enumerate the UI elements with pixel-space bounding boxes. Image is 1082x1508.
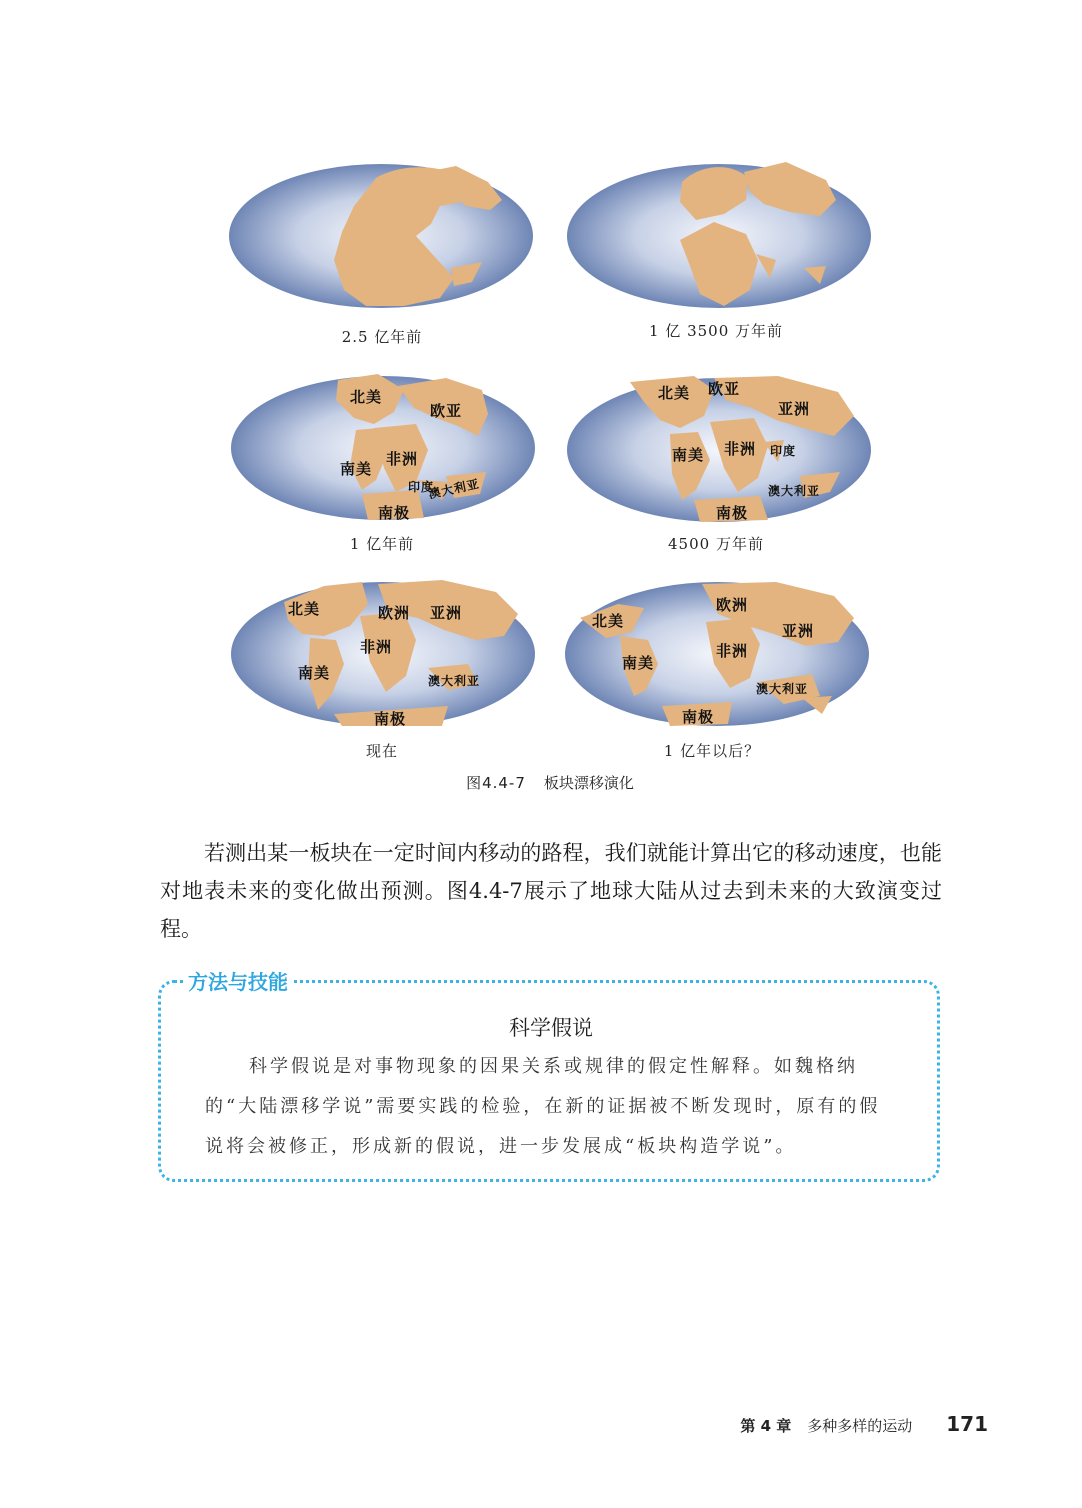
label-australia: 澳大利亚 bbox=[756, 682, 809, 696]
label-antarctica: 南极 bbox=[682, 708, 715, 726]
method-heading: 科学假说 bbox=[509, 1016, 593, 1040]
method-skills-tag: 方法与技能 bbox=[184, 966, 292, 995]
caption-panel-5: 现在 bbox=[365, 742, 398, 760]
map-135-million-years-ago bbox=[564, 158, 874, 308]
label-europe: 欧洲 bbox=[378, 604, 411, 622]
map-250-million-years-ago bbox=[226, 158, 536, 308]
caption-panel-1: 2.5 亿年前 bbox=[341, 328, 423, 346]
label-africa: 非洲 bbox=[716, 642, 749, 660]
label-eurasia: 欧亚 bbox=[708, 380, 741, 398]
figure-number: 图4.4-7 bbox=[466, 774, 526, 792]
label-europe: 欧洲 bbox=[716, 596, 749, 614]
label-south-america: 南美 bbox=[672, 446, 705, 464]
label-asia: 亚洲 bbox=[430, 604, 463, 622]
footer-chapter-title: 多种多样的运动 bbox=[807, 1417, 913, 1435]
label-antarctica: 南极 bbox=[374, 710, 407, 728]
label-africa: 非洲 bbox=[360, 638, 393, 656]
label-antarctica: 南极 bbox=[716, 504, 749, 522]
label-asia: 亚洲 bbox=[782, 622, 815, 640]
label-south-america: 南美 bbox=[298, 664, 331, 682]
label-asia: 亚洲 bbox=[778, 400, 811, 418]
figure-caption bbox=[0, 772, 1082, 793]
caption-panel-2: 1 亿 3500 万年前 bbox=[648, 322, 784, 340]
page-footer bbox=[740, 1412, 988, 1436]
caption-panel-3: 1 亿年前 bbox=[349, 535, 415, 553]
label-india: 印度 bbox=[408, 480, 435, 494]
label-africa: 非洲 bbox=[386, 450, 419, 468]
page-number: 171 bbox=[946, 1412, 988, 1436]
label-africa: 非洲 bbox=[724, 440, 757, 458]
label-south-america: 南美 bbox=[622, 654, 655, 672]
figure-title: 板块漂移演化 bbox=[543, 774, 634, 792]
label-south-america: 南美 bbox=[340, 460, 373, 478]
label-australia: 澳大利亚 bbox=[768, 484, 821, 498]
label-india: 印度 bbox=[770, 444, 797, 458]
label-north-america: 北美 bbox=[288, 600, 321, 618]
footer-chapter: 第 4 章 bbox=[740, 1417, 792, 1435]
label-australia: 澳大利亚 bbox=[427, 476, 482, 502]
caption-panel-4: 4500 万年前 bbox=[668, 535, 764, 553]
map-100-million-years-ago bbox=[228, 372, 538, 522]
label-north-america: 北美 bbox=[592, 612, 625, 630]
method-text: 科学假说是对事物现象的因果关系或规律的假定性解释。如魏格纳的“大陆漂移学说”需要实践的检验，在新的证据被不断发现时，原有的假说将会被修正，形成新的假说，进一步发展成“板块构造学说”。 bbox=[205, 1056, 881, 1157]
label-australia: 澳大利亚 bbox=[428, 674, 481, 688]
label-north-america: 北美 bbox=[350, 388, 383, 406]
label-eurasia: 欧亚 bbox=[430, 402, 463, 420]
label-antarctica: 南极 bbox=[378, 504, 411, 522]
body-paragraph: 若测出某一板块在一定时间内移动的路程，我们就能计算出它的移动速度，也能对地表未来的变化做出预测。图4.4-7展示了地球大陆从过去到未来的大致演变过程。 bbox=[160, 841, 942, 941]
caption-panel-6: 1 亿年以后？ bbox=[663, 742, 761, 760]
label-north-america: 北美 bbox=[658, 384, 691, 402]
